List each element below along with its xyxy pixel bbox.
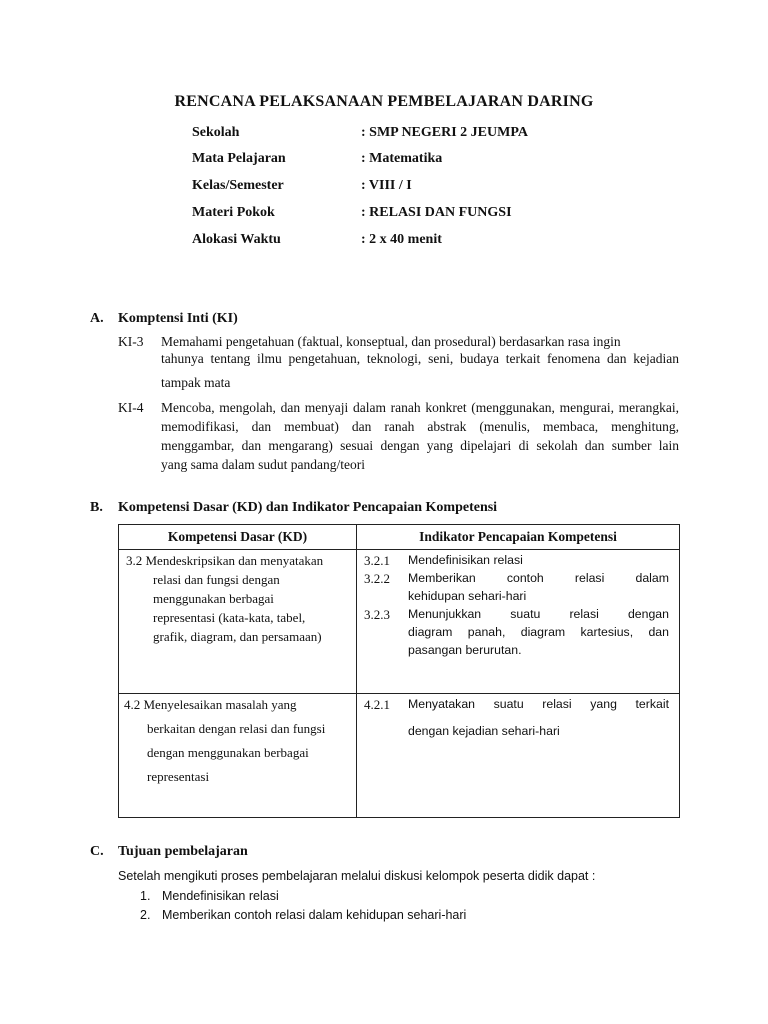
document-title: RENCANA PELAKSANAAN PEMBELAJARAN DARING <box>174 93 594 110</box>
meta-value-subject: : Matematika <box>361 151 443 166</box>
ki4-line: yang sama dalam sudut pandang/teori <box>161 457 365 472</box>
kd-line: relasi dan fungsi dengan <box>153 572 280 587</box>
kd-header: Kompetensi Dasar (KD) <box>119 525 357 550</box>
indicator-code: 3.2.3 <box>364 607 390 622</box>
ki3-line: Memahami pengetahuan (faktual, konseptual, dan prosedural) berdasarkan rasa ingin <box>161 334 621 349</box>
section-a-title: Komptensi Inti (KI) <box>118 311 238 326</box>
ki4-line: Mencoba, mengolah, dan menyaji dalam ranah konkret (menggunakan, mengurai, merangkai, <box>161 400 679 415</box>
kd-table <box>118 524 680 818</box>
ki4-line: memodifikasi, dan membuat) dan ranah abstrak (menulis, membaca, menghitung, <box>161 419 679 434</box>
ki3-line: tahunya tentang ilmu pengetahuan, teknologi, seni, budaya terkait fenomena dan kejadian <box>161 351 679 366</box>
ki4-line: menggambar, dan mengarang) sesuai dengan yang dipelajari di sekolah dan sumber lain <box>161 438 679 453</box>
indicator-text: kehidupan sehari-hari <box>408 589 527 603</box>
indicator-text: dengan kejadian sehari-hari <box>408 724 560 738</box>
meta-label-subject: Mata Pelajaran <box>192 151 286 166</box>
section-c-letter: C. <box>90 844 104 859</box>
objective-text: Mendefinisikan relasi <box>162 889 279 903</box>
ki3-code: KI-3 <box>118 334 144 349</box>
kd-line: 3.2 Mendeskripsikan dan menyatakan <box>126 553 324 568</box>
meta-label-topic: Materi Pokok <box>192 205 275 220</box>
indicator-text: Mendefinisikan relasi <box>408 553 523 567</box>
ki4-code: KI-4 <box>118 400 144 415</box>
meta-value-time: : 2 x 40 menit <box>361 232 442 247</box>
kd-line: menggunakan berbagai <box>153 591 274 606</box>
meta-label-time: Alokasi Waktu <box>192 232 281 247</box>
kd-cell <box>119 694 357 818</box>
indicator-text: Memberikan contoh relasi dalam <box>408 571 669 585</box>
meta-value-topic: : RELASI DAN FUNGSI <box>361 205 512 220</box>
section-b-title: Kompetensi Dasar (KD) dan Indikator Pencapaian Kompetensi <box>118 500 498 515</box>
indicator-cell <box>357 694 680 818</box>
meta-value-class: : VIII / I <box>361 178 412 193</box>
section-a-letter: A. <box>90 311 104 326</box>
kd-line: representasi (kata-kata, tabel, <box>153 610 306 625</box>
indicator-code: 3.2.1 <box>364 553 390 568</box>
kd-line: grafik, diagram, dan persamaan) <box>153 629 322 644</box>
indicator-text: Menunjukkan suatu relasi dengan <box>408 607 669 621</box>
kd-line: berkaitan dengan relasi dan fungsi <box>147 721 326 736</box>
objective-number: 2. <box>140 908 151 922</box>
indicator-text: Menyatakan suatu relasi yang terkait <box>408 697 669 711</box>
meta-value-school: : SMP NEGERI 2 JEUMPA <box>361 125 528 140</box>
objective-text: Memberikan contoh relasi dalam kehidupan sehari-hari <box>162 908 467 922</box>
indicator-cell <box>357 550 680 694</box>
objective-number: 1. <box>140 889 151 903</box>
kd-cell <box>119 550 357 694</box>
indicator-text: diagram panah, diagram kartesius, dan <box>408 625 669 639</box>
objectives-intro: Setelah mengikuti proses pembelajaran melalui diskusi kelompok peserta didik dapat : <box>118 869 596 883</box>
ki3-line: tampak mata <box>161 375 231 390</box>
section-b-letter: B. <box>90 500 103 515</box>
kd-line: representasi <box>147 769 210 784</box>
indicator-text: pasangan berurutan. <box>408 643 522 657</box>
kd-line: dengan menggunakan berbagai <box>147 745 309 760</box>
indicator-header: Indikator Pencapaian Kompetensi <box>357 525 680 550</box>
indicator-code: 4.2.1 <box>364 697 390 712</box>
indicator-code: 3.2.2 <box>364 571 390 586</box>
meta-label-school: Sekolah <box>192 125 240 140</box>
meta-label-class: Kelas/Semester <box>192 178 284 193</box>
kd-line: 4.2 Menyelesaikan masalah yang <box>124 697 297 712</box>
section-c-title: Tujuan pembelajaran <box>118 844 248 859</box>
